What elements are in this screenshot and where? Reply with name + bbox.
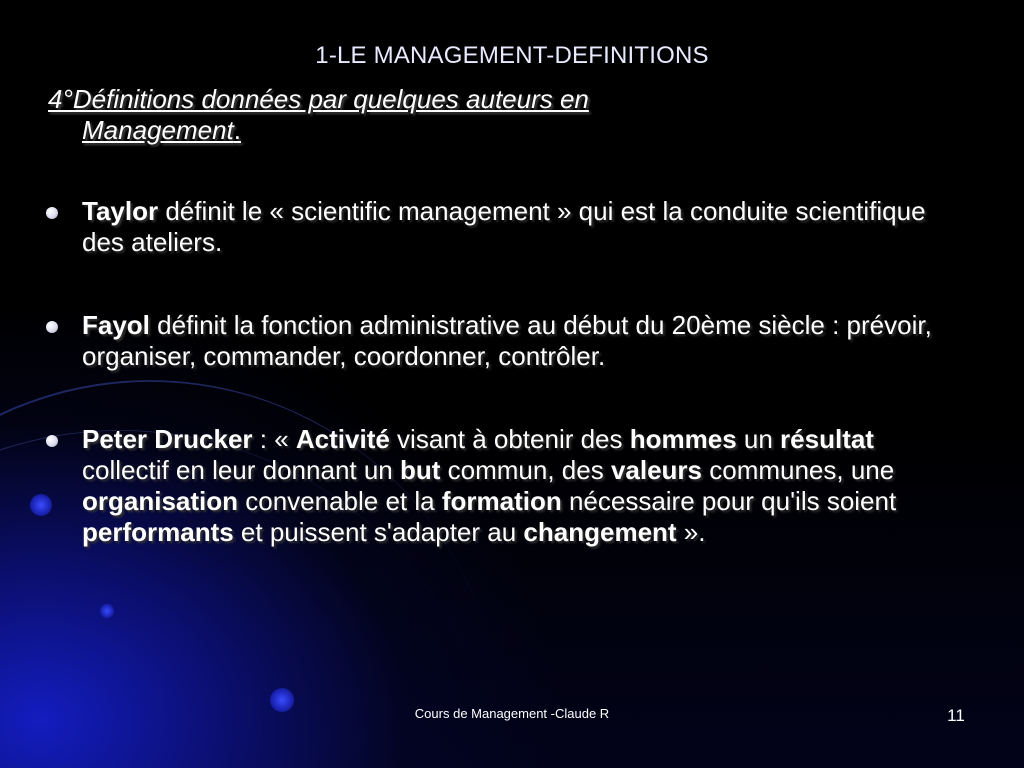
page-number: 11: [947, 706, 965, 725]
footer-course-name: Cours de Management -Claude R: [414, 706, 610, 721]
definition-text: convenable et la: [238, 486, 442, 516]
definition-text: visant à obtenir des: [389, 424, 630, 454]
subtitle-line-1: 4°Définitions données par quelques auteurs en: [48, 84, 589, 114]
definition-text: nécessaire pour qu'ils soient: [561, 486, 897, 516]
definition-text: définit la fonction administrative au début du 20ème siècle : prévoir, organiser, commander, coordonner, contrôler.: [82, 310, 932, 371]
author-name: Peter Drucker: [82, 424, 253, 454]
definition-text: et puissent s'adapter au: [233, 517, 524, 547]
definition-text: commun, des: [440, 455, 611, 485]
keyword: organisation: [82, 486, 239, 516]
definition-text: : «: [252, 424, 296, 454]
definition-text: communes, une: [702, 455, 895, 485]
keyword: formation: [441, 486, 562, 516]
definition-text: ».: [676, 517, 706, 547]
list-item-taylor: [40, 196, 940, 258]
slide-title: 1-LE MANAGEMENT-DEFINITIONS: [315, 42, 709, 69]
definition-text: collectif en leur donnant un: [82, 455, 400, 485]
list-item-fayol: [40, 310, 940, 372]
keyword: Activité: [295, 424, 390, 454]
subtitle-period: .: [233, 115, 241, 145]
author-name: Fayol: [82, 310, 150, 340]
definition-text: définit le « scientific management » qui est la conduite scientifique des ateliers.: [82, 196, 926, 257]
subtitle-line-2: Management: [82, 115, 234, 145]
list-item-drucker: [40, 424, 940, 548]
definition-text: un: [736, 424, 781, 454]
bullet-icon: [46, 321, 58, 333]
definitions-list: [40, 196, 940, 600]
bullet-icon: [46, 435, 58, 447]
decorative-dot: [100, 604, 114, 618]
keyword: changement: [523, 517, 677, 547]
keyword: résultat: [780, 424, 874, 454]
keyword: but: [400, 455, 441, 485]
keyword: performants: [82, 517, 234, 547]
keyword: hommes: [629, 424, 737, 454]
author-name: Taylor: [82, 196, 159, 226]
keyword: valeurs: [610, 455, 703, 485]
bullet-icon: [46, 207, 58, 219]
slide-subtitle: [48, 84, 808, 146]
